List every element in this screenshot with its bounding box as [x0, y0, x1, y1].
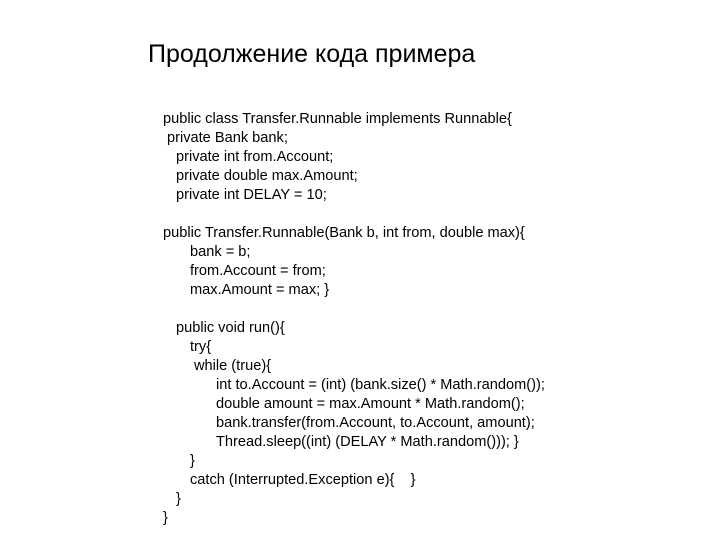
code-line: public void run(){: [176, 320, 285, 336]
code-line: private int from.Account;: [176, 149, 334, 165]
code-line: catch (Interrupted.Exception e){ }: [190, 472, 416, 488]
code-line: while (true){: [194, 358, 272, 374]
code-line: from.Account = from;: [190, 263, 326, 279]
code-line: }: [176, 491, 181, 507]
code-line: public Transfer.Runnable(Bank b, int from, double max){: [163, 225, 525, 241]
code-line: }: [190, 453, 195, 469]
code-line: try{: [190, 339, 212, 355]
code-line: private int DELAY = 10;: [176, 187, 327, 203]
code-line: }: [163, 510, 168, 526]
code-line: Thread.sleep((int) (DELAY * Math.random())); }: [216, 434, 519, 450]
code-line: public class Transfer.Runnable implements Runnable{: [163, 111, 512, 127]
slide-title: Продолжение кода примера: [148, 40, 476, 68]
code-line: private Bank bank;: [167, 130, 288, 146]
code-line: double amount = max.Amount * Math.random();: [216, 396, 525, 412]
code-line: bank = b;: [190, 244, 251, 260]
code-line: bank.transfer(from.Account, to.Account, amount);: [216, 415, 535, 431]
code-line: int to.Account = (int) (bank.size() * Math.random());: [216, 377, 545, 393]
code-line: max.Amount = max; }: [190, 282, 330, 298]
code-line: private double max.Amount;: [176, 168, 358, 184]
